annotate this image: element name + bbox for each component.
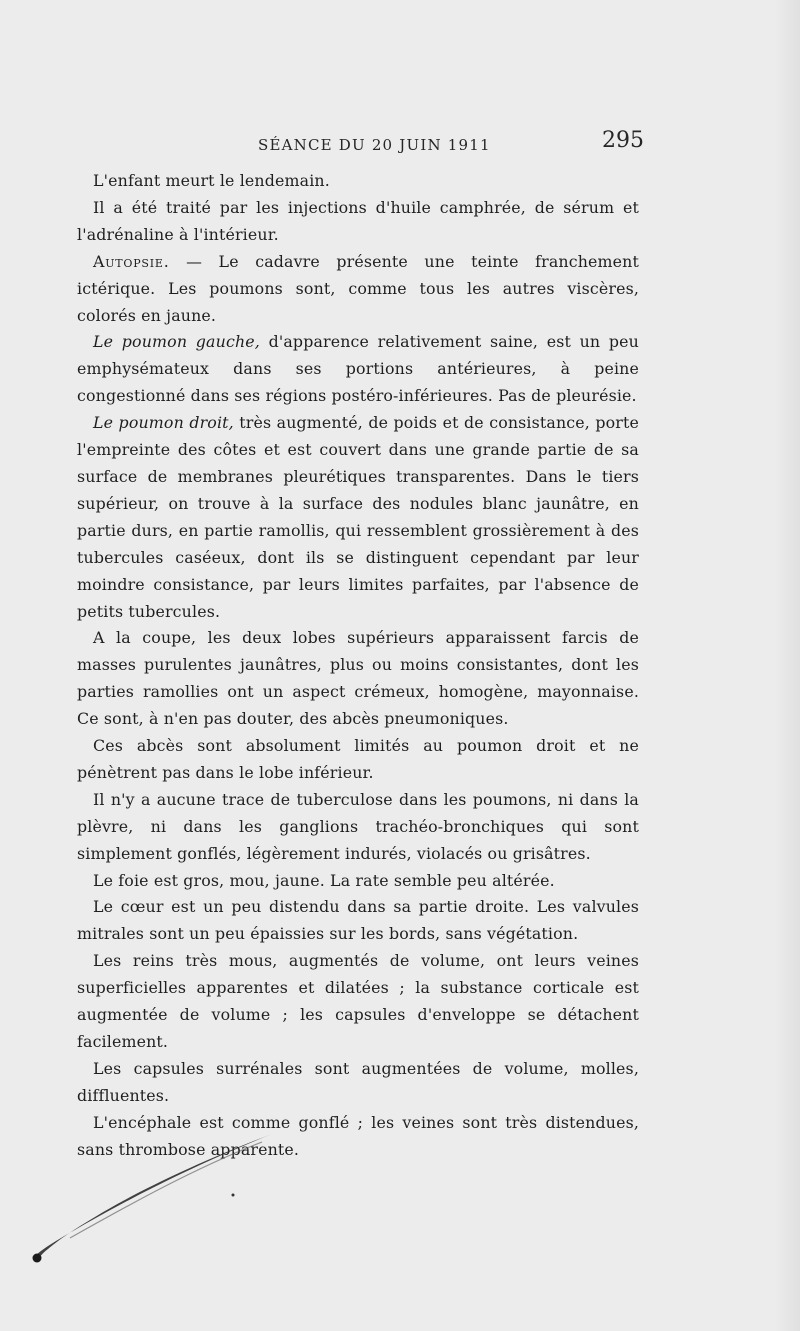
paragraph: Ces abcès sont absolument limités au poumon droit et ne pénètrent pas dans le lobe inférieur. [77,736,639,782]
pen-stroke-edge [70,1142,262,1238]
paragraph: Il a été traité par les injections d'huile camphrée, de sérum et l'adrénaline à l'intérieur. [77,197,639,244]
paragraph-text: — Le cadavre présente une teinte franchement ictérique. Les poumons sont, comme tous les autres viscères, colorés en jaune. [77,251,639,325]
paragraph: L'encéphale est comme gonflé ; les veines sont très distendues, sans thrombose apparente. [77,1112,639,1159]
paragraph-text: d'apparence relativement saine, est un peu emphysémateux dans ses portions antérieures, à peine congestionné dans ses régions postéro-inférieures. Pas de pleurésie. [77,332,639,406]
pen-stroke-end [33,1254,42,1263]
paragraph: Les reins très mous, augmentés de volume, ont leurs veines superficielles apparentes et dilatées ; la substance corticale est augmentée de volume ; les capsules d'enveloppe se détachent facilement. [77,951,639,1051]
paragraph: Le foie est gros, mou, jaune. La rate semble peu altérée. [93,870,555,890]
italic-lead: Le poumon gauche, [93,332,260,352]
paragraph: Il n'y a aucune trace de tuberculose dans les poumons, ni dans la plèvre, ni dans les ganglions trachéo-bronchiques qui sont simplement gonflés, légèrement indurés, violacés ou grisâtres. [77,789,639,863]
running-title: SÉANCE DU 20 JUIN 1911 [258,136,491,154]
paragraph [77,329,639,410]
page-number: 295 [602,128,644,153]
paragraph: Les capsules surrénales sont augmentées de volume, molles, diffluentes. [77,1058,639,1105]
paragraph: L'enfant meurt le lendemain. [93,171,330,190]
paragraph [77,410,639,625]
paragraph: A la coupe, les deux lobes supérieurs apparaissent farcis de masses purulentes jaunâtres, plus ou moins consistantes, dont les parties ramollies ont un aspect crémeux, homogène, mayonnaise. Ce sont, à n'en pas douter, des abcès pneumoniques. [77,628,639,729]
paragraph [77,249,639,330]
body-text [77,168,639,1164]
pen-stroke-mark [0,1120,300,1270]
paragraph-text: très augmenté, de poids et de consistance, porte l'empreinte des côtes et est couvert dans une grande partie de sa surface de membranes pleurétiques transparentes. Dans le tiers supérieur, on trouve à la surface des nodules blanc jaunâtre, en partie durs, en partie ramollis, qui ressemblent grossièrement à des tubercules caséeux, dont ils se distinguent cependant par leur moindre consistance, par leurs limites parfaites, par l'absence de petits tubercules. [77,413,639,621]
paragraph: Le cœur est un peu distendu dans sa partie droite. Les valvules mitrales sont un peu épaissies sur les bords, sans végétation. [77,897,639,944]
ink-dot [232,1194,235,1197]
page-edge-shadow [774,0,800,1331]
italic-lead: Le poumon droit, [93,413,234,433]
autopsie-heading: Autopsie. [93,251,170,271]
page-header [0,124,800,164]
